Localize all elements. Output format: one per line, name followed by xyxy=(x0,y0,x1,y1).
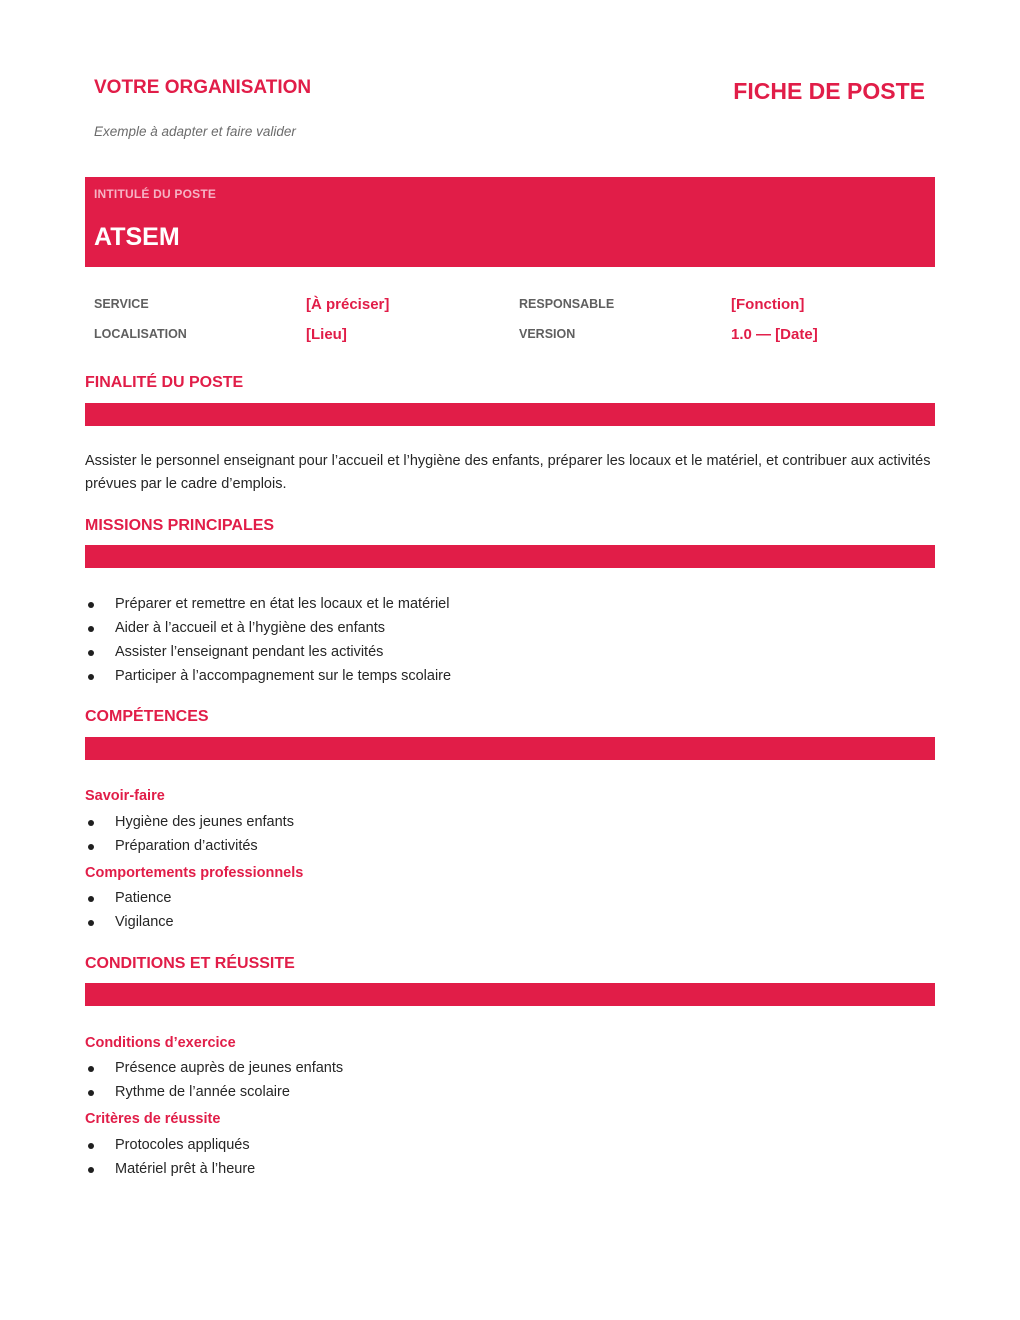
list-item-text: Hygiène des jeunes enfants xyxy=(115,814,294,830)
bullet-icon xyxy=(88,1167,94,1173)
savoir-faire-title: Savoir-faire xyxy=(85,788,165,804)
bullet-icon xyxy=(88,896,94,902)
list-item xyxy=(85,1056,343,1080)
list-item xyxy=(85,886,174,910)
document-subtitle: Exemple à adapter et faire valider xyxy=(94,124,296,139)
location-value: [Lieu] xyxy=(306,326,347,343)
list-item xyxy=(85,640,451,664)
job-title-band xyxy=(85,177,935,267)
list-item-text: Matériel prêt à l’heure xyxy=(115,1161,256,1177)
list-item xyxy=(85,910,174,934)
list-item-text: Vigilance xyxy=(115,914,174,930)
version-label: VERSION xyxy=(519,327,576,341)
exercise-conditions-title: Conditions d’exercice xyxy=(85,1035,236,1051)
list-item xyxy=(85,592,451,616)
location-label: LOCALISATION xyxy=(94,327,187,341)
section-divider-bar xyxy=(85,403,935,426)
list-item-text: Aider à l’accueil et à l’hygiène des enfants xyxy=(115,620,386,636)
list-item xyxy=(85,834,294,858)
bullet-icon xyxy=(88,1066,94,1072)
list-item xyxy=(85,664,451,688)
list-item-text: Rythme de l’année scolaire xyxy=(115,1084,290,1100)
list-item-text: Préparation d’activités xyxy=(115,838,258,854)
skills-section-title: COMPÉTENCES xyxy=(85,708,209,725)
bullet-icon xyxy=(88,920,94,926)
list-item xyxy=(85,810,294,834)
organization-name: VOTRE ORGANISATION xyxy=(94,77,312,98)
bullet-icon xyxy=(88,820,94,826)
document-type: FICHE DE POSTE xyxy=(733,78,925,104)
missions-list xyxy=(85,592,451,688)
exercise-conditions-list xyxy=(85,1056,343,1104)
bullet-icon xyxy=(88,650,94,656)
service-label: SERVICE xyxy=(94,297,149,311)
version-value: 1.0 — [Date] xyxy=(731,326,818,343)
list-item xyxy=(85,616,451,640)
bullet-icon xyxy=(88,626,94,632)
bullet-icon xyxy=(88,674,94,680)
bullet-icon xyxy=(88,602,94,608)
list-item-text: Protocoles appliqués xyxy=(115,1137,250,1153)
bullet-icon xyxy=(88,844,94,850)
service-value: [À préciser] xyxy=(306,296,390,313)
conditions-section-title: CONDITIONS ET RÉUSSITE xyxy=(85,955,295,972)
list-item-text: Participer à l’accompagnement sur le temps scolaire xyxy=(115,668,452,684)
list-item xyxy=(85,1080,343,1104)
bullet-icon xyxy=(88,1090,94,1096)
behaviour-title: Comportements professionnels xyxy=(85,865,304,881)
success-criteria-list xyxy=(85,1133,255,1181)
list-item xyxy=(85,1133,255,1157)
list-item xyxy=(85,1157,255,1181)
manager-label: RESPONSABLE xyxy=(519,297,615,311)
list-item-text: Patience xyxy=(115,890,172,906)
list-item-text: Assister l’enseignant pendant les activités xyxy=(115,644,384,660)
purpose-section-title: FINALITÉ DU POSTE xyxy=(85,374,244,391)
behaviour-list xyxy=(85,886,174,934)
job-title-label: INTITULÉ DU POSTE xyxy=(94,187,217,201)
success-criteria-title: Critères de réussite xyxy=(85,1111,221,1127)
section-divider-bar xyxy=(85,737,935,760)
bullet-icon xyxy=(88,1143,94,1149)
manager-value: [Fonction] xyxy=(731,296,805,313)
job-title: ATSEM xyxy=(94,223,180,251)
section-divider-bar xyxy=(85,983,935,1006)
list-item-text: Préparer et remettre en état les locaux et le matériel xyxy=(115,596,450,612)
section-divider-bar xyxy=(85,545,935,568)
savoir-faire-list xyxy=(85,810,294,858)
purpose-text: Assister le personnel enseignant pour l’accueil et l’hygiène des enfants, préparer les locaux et le matériel, et contribuer aux activités prévues par le cadre d’emplois. xyxy=(85,453,931,492)
missions-section-title: MISSIONS PRINCIPALES xyxy=(85,517,275,534)
list-item-text: Présence auprès de jeunes enfants xyxy=(115,1060,344,1076)
